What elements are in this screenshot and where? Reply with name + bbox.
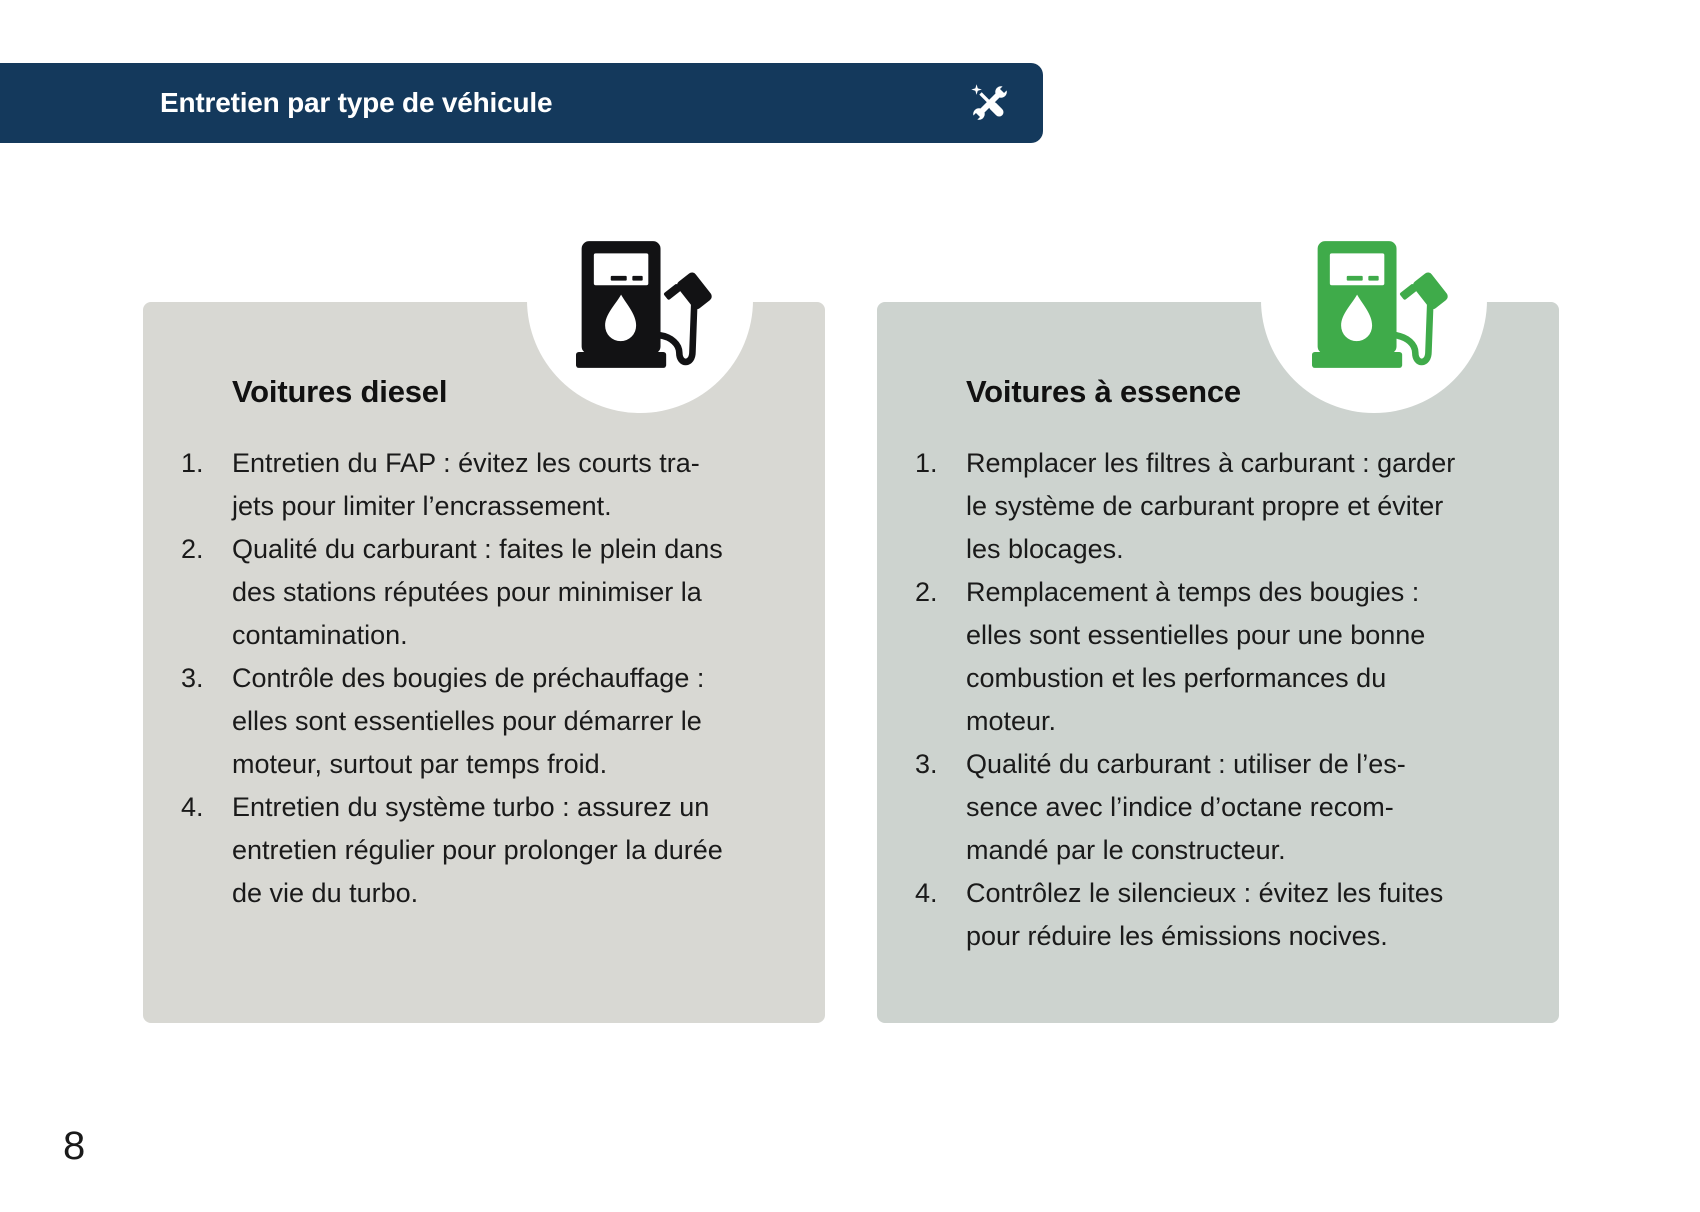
list-item-line: le système de carburant propre et éviter [966, 491, 1444, 521]
list-item [915, 743, 1519, 872]
list-item-line: moteur. [966, 706, 1057, 736]
fuel-pump-icon-diesel [576, 241, 715, 369]
list-item-line: Contrôlez le silencieux : évitez les fuites [966, 878, 1444, 908]
list-item-line: Remplacer les filtres à carburant : garder [966, 448, 1456, 478]
list-item-number: 4. [915, 878, 938, 908]
list-item-line: combustion et les performances du [966, 663, 1387, 693]
list-item-number: 1. [181, 448, 204, 478]
list-item-line: Qualité du carburant : faites le plein dans [232, 534, 723, 564]
list-item-number: 3. [181, 663, 204, 693]
list-item-text [966, 872, 1519, 958]
list-item-number: 3. [915, 749, 938, 779]
list-item-line: de vie du turbo. [232, 878, 419, 908]
list-item-text [966, 571, 1519, 743]
list-item-line: Entretien du FAP : évitez les courts tra- [232, 448, 700, 478]
header-banner [0, 63, 1043, 143]
list-item [181, 442, 785, 528]
list-item-number: 2. [181, 534, 204, 564]
list-item-number: 2. [915, 577, 938, 607]
fuel-pump-icon-essence [1312, 241, 1451, 369]
list-item-number: 4. [181, 792, 204, 822]
list-item-text [966, 442, 1519, 571]
list-item [915, 571, 1519, 743]
list-item-text [232, 657, 785, 786]
list-item-line: elles sont essentielles pour une bonne [966, 620, 1426, 650]
list-item [915, 872, 1519, 958]
card-title-essence: Voitures à essence [966, 374, 1241, 409]
card-essence [877, 302, 1559, 1023]
list-item-text [232, 786, 785, 915]
list-item [181, 786, 785, 915]
list-item-line: Remplacement à temps des bougies : [966, 577, 1420, 607]
list-item-line: moteur, surtout par temps froid. [232, 749, 608, 779]
list-item-number: 1. [915, 448, 938, 478]
page-number: 8 [63, 1124, 86, 1168]
list-item-line: Contrôle des bougies de préchauffage : [232, 663, 705, 693]
list-item-line: jets pour limiter l’encrassement. [232, 491, 612, 521]
list-item [181, 528, 785, 657]
list-item [915, 442, 1519, 571]
list-item-line: sence avec l’indice d’octane recom- [966, 792, 1394, 822]
maintenance-list-diesel [181, 442, 785, 915]
list-item-line: Qualité du carburant : utiliser de l’es- [966, 749, 1406, 779]
list-item-text [232, 528, 785, 657]
list-item-text [232, 442, 785, 528]
list-item-line: entretien régulier pour prolonger la durée [232, 835, 723, 865]
list-item [181, 657, 785, 786]
card-diesel [143, 302, 825, 1023]
list-item-line: les blocages. [966, 534, 1124, 564]
list-item-line: Entretien du système turbo : assurez un [232, 792, 710, 822]
list-item-line: pour réduire les émissions nocives. [966, 921, 1388, 951]
list-item-text [966, 743, 1519, 872]
list-item-line: contamination. [232, 620, 408, 650]
card-title-diesel: Voitures diesel [232, 374, 448, 409]
wrench-screwdriver-icon [966, 79, 1014, 127]
list-item-line: mandé par le constructeur. [966, 835, 1286, 865]
maintenance-list-essence [915, 442, 1519, 958]
list-item-line: des stations réputées pour minimiser la [232, 577, 702, 607]
list-item-line: elles sont essentielles pour démarrer le [232, 706, 702, 736]
page-title: Entretien par type de véhicule [160, 87, 553, 118]
